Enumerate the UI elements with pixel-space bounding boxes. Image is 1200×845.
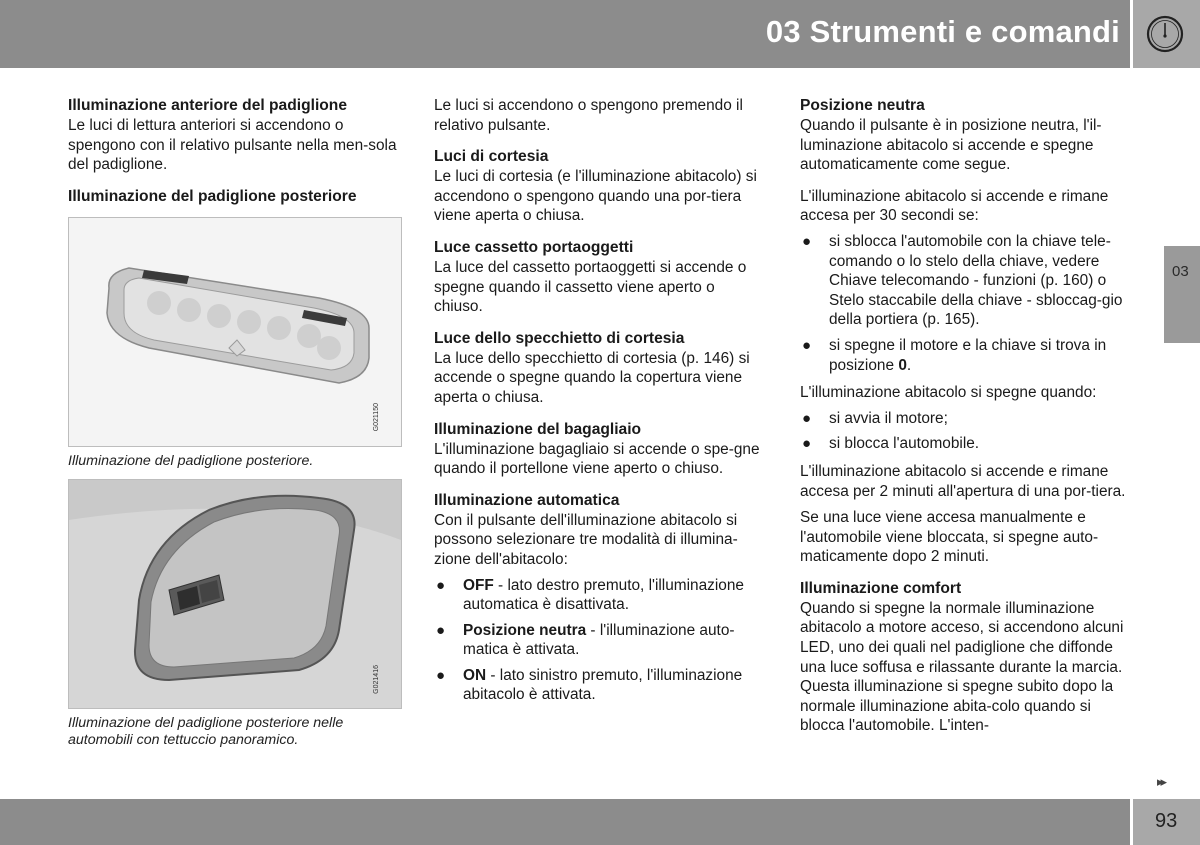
section-vanity-mirror-light: [434, 329, 766, 408]
page-title: 03 Strumenti e comandi: [765, 14, 1120, 49]
section-text: Quando il pulsante è in posizione neutra, l'il-luminazione abitacolo si accende e spegne automaticamente come segue.: [800, 117, 1102, 174]
list-item-text: si blocca l'automobile.: [829, 435, 980, 453]
list-item: [800, 336, 1132, 375]
bullet-icon: ●: [802, 435, 812, 453]
section-heading: Luce dello specchietto di cortesia: [434, 329, 685, 347]
mode-name: OFF: [463, 576, 494, 594]
figure-panoramic-roof-light: [68, 479, 402, 709]
section-text: Le luci di lettura anteriori si accendono o spengono con il relativo pulsante nella men-sola del padiglione.: [68, 117, 397, 174]
section-text: Le luci di cortesia (e l'illuminazione abitacolo) si accendono o spengono quando una por-tiera viene aperta o chiusa.: [434, 168, 757, 225]
column-3: [800, 96, 1132, 736]
figure-code: G021150: [373, 403, 381, 432]
list-item: [800, 409, 1132, 429]
figure-caption: Illuminazione del padiglione posteriore nelle automobili con tettuccio panoramico.: [68, 715, 344, 748]
bullet-icon: ●: [436, 666, 446, 684]
footer-bar: [0, 799, 1130, 845]
bullet-icon: ●: [802, 232, 812, 250]
bullet-icon: ●: [436, 621, 446, 639]
off-list: [800, 409, 1132, 454]
paragraph: L'illuminazione abitacolo si accende e rimane accesa per 30 secondi se:: [800, 187, 1109, 225]
bullet-icon: ●: [802, 336, 812, 354]
chapter-tab-label: 03: [1172, 263, 1189, 280]
bullet-icon: ●: [436, 576, 446, 594]
section-heading: Illuminazione anteriore del padiglione: [68, 97, 347, 114]
section-heading: Luci di cortesia: [434, 148, 549, 166]
column-2: [434, 96, 766, 713]
section-heading: Posizione neutra: [800, 97, 925, 114]
mode-text: - lato destro premuto, l'illuminazione automatica è disattivata.: [463, 576, 744, 614]
section-neutral-position: [800, 96, 1132, 175]
section-trunk-light: [434, 420, 766, 479]
section-glovebox-light: [434, 238, 766, 317]
list-item-text: si sblocca l'automobile con la chiave tele-comando o lo stelo della chiave, vedere Chiave telecomando - funzioni (p. 160) o Stelo staccabile della chiave - sbloccag-gio della portiera (p. 165).: [829, 232, 1123, 329]
section-comfort-lighting: [800, 579, 1132, 736]
continue-icon: ▸▸: [1157, 774, 1165, 789]
mode-list: [434, 576, 766, 706]
section-heading: Illuminazione automatica: [434, 491, 620, 509]
mode-text: - l'illuminazione auto-matica è attivata.: [463, 621, 735, 659]
list-item-text: si avvia il motore;: [829, 409, 948, 427]
list-item: [434, 666, 766, 705]
figure-code: G021416: [373, 665, 381, 695]
page-number: 93: [1155, 810, 1178, 832]
section-courtesy-lights: [434, 147, 766, 226]
paragraph: Se una luce viene accesa manualmente e l'automobile viene bloccata, si spegne auto-maticamente dopo 2 minuti.: [800, 509, 1099, 566]
rear-roof-light-illustration: [69, 218, 401, 446]
panoramic-roof-light-illustration: [69, 480, 401, 708]
section-text: Quando si spegne la normale illuminazione abitacolo a motore acceso, si accendono alcuni LED, uno dei quali nel padiglione che diffonde una luce soffusa e rilassante durante la marcia. Questa illuminazione si spegne subito dopo la normale illuminazione abita-colo quando si blocca l'automobile. L'inten-: [800, 599, 1124, 735]
intro-text: Le luci si accendono o spengono premendo il relativo pulsante.: [434, 97, 743, 134]
section-heading: Illuminazione comfort: [800, 579, 962, 597]
mode-text: - lato sinistro premuto, l'illuminazione abitacolo è attivata.: [463, 666, 743, 704]
bullet-icon: ●: [802, 409, 812, 427]
on-30s-list: [800, 232, 1132, 375]
list-item: [434, 621, 766, 660]
figure-caption: Illuminazione del padiglione posteriore.: [68, 452, 314, 469]
section-text: La luce del cassetto portaoggetti si accende o spegne quando il cassetto viene aperto o chiuso.: [434, 258, 747, 316]
section-heading: Illuminazione del padiglione posteriore: [68, 187, 357, 205]
list-item: [800, 434, 1132, 454]
list-item-text: si spegne il motore e la chiave si trova in posizione: [829, 336, 1107, 374]
mode-name: ON: [463, 666, 487, 684]
list-item-text: .: [906, 356, 912, 374]
section-heading: Illuminazione del bagagliaio: [434, 420, 642, 438]
list-item: [800, 232, 1132, 330]
mode-name: Posizione neutra: [463, 621, 587, 639]
gauge-icon: [1145, 14, 1185, 54]
section-front-roof-lighting: [68, 96, 398, 175]
key-position: 0: [898, 356, 907, 374]
list-item: [434, 576, 766, 615]
chapter-tab: [1164, 246, 1200, 343]
figure-rear-roof-light: [68, 217, 402, 447]
section-automatic-lighting: [434, 491, 766, 705]
section-text: La luce dello specchietto di cortesia (p. 146) si accende o spegne quando la copertura viene aperta o chiusa.: [434, 349, 750, 406]
paragraph: L'illuminazione abitacolo si accende e rimane accesa per 2 minuti all'apertura di una por-tiera.: [800, 462, 1126, 500]
paragraph: L'illuminazione abitacolo si spegne quando:: [800, 384, 1097, 402]
section-heading: Luce cassetto portaoggetti: [434, 238, 634, 256]
column-1: [68, 96, 398, 748]
section-text: L'illuminazione bagagliaio si accende o spe-gne quando il portellone viene aperto o chiuso.: [434, 440, 760, 478]
section-text: Con il pulsante dell'illuminazione abitacolo si possono selezionare tre modalità di illumina-zione dell'abitacolo:: [434, 511, 738, 568]
